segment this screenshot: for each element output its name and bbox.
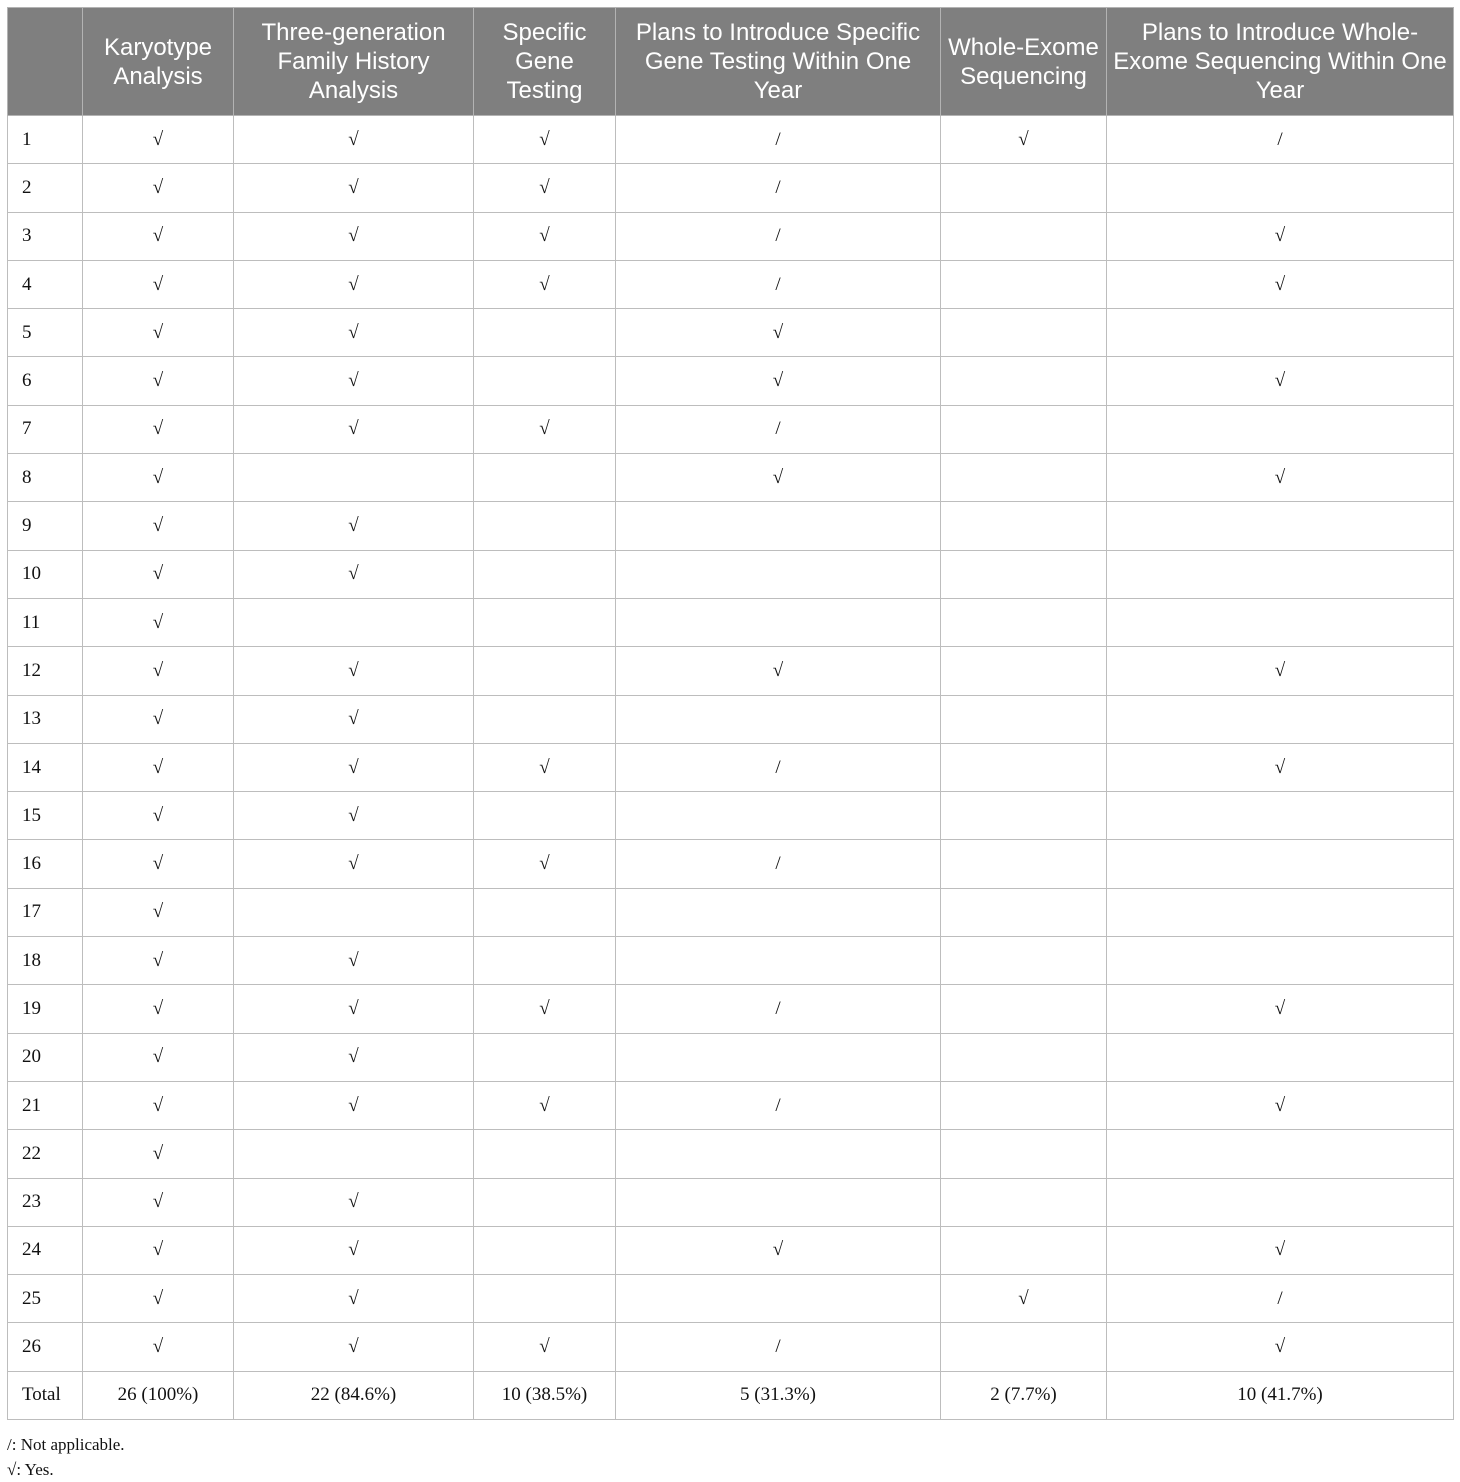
table-cell: / — [616, 1323, 941, 1371]
table-cell — [941, 309, 1107, 357]
table-cell — [941, 454, 1107, 502]
table-cell — [941, 598, 1107, 646]
table-cell — [941, 1033, 1107, 1081]
table-cell: √ — [83, 454, 234, 502]
table-cell: √ — [234, 260, 474, 308]
table-cell: / — [616, 405, 941, 453]
table-row — [8, 743, 1454, 791]
table-cell: √ — [474, 116, 616, 164]
table-cell: √ — [234, 164, 474, 212]
table-row — [8, 212, 1454, 260]
table-cell — [941, 357, 1107, 405]
table-cell: √ — [1107, 985, 1454, 1033]
total-cell: 10 (41.7%) — [1107, 1371, 1454, 1419]
table-cell: √ — [234, 647, 474, 695]
table-cell: √ — [234, 1081, 474, 1129]
header-cell: Specific Gene Testing — [474, 8, 616, 116]
table-cell: √ — [941, 116, 1107, 164]
table-cell — [474, 1130, 616, 1178]
table-row — [8, 550, 1454, 598]
table-cell — [941, 985, 1107, 1033]
row-number-cell: 26 — [8, 1323, 83, 1371]
table-cell — [234, 598, 474, 646]
table-header — [8, 8, 1454, 116]
table-cell: √ — [234, 792, 474, 840]
table-row — [8, 502, 1454, 550]
table-cell: / — [616, 743, 941, 791]
table-row — [8, 695, 1454, 743]
table-cell: √ — [83, 1178, 234, 1226]
row-number-cell: 15 — [8, 792, 83, 840]
total-cell: 10 (38.5%) — [474, 1371, 616, 1419]
table-row — [8, 1178, 1454, 1226]
table-cell: √ — [83, 212, 234, 260]
table-cell: √ — [83, 937, 234, 985]
table-cell: √ — [474, 985, 616, 1033]
table-cell — [1107, 840, 1454, 888]
table-cell: √ — [83, 405, 234, 453]
table-row — [8, 937, 1454, 985]
table-cell — [474, 502, 616, 550]
table-row — [8, 1226, 1454, 1274]
table-cell: √ — [83, 647, 234, 695]
row-number-cell: 24 — [8, 1226, 83, 1274]
table-cell: √ — [234, 1178, 474, 1226]
table-cell: √ — [234, 405, 474, 453]
table-cell — [474, 309, 616, 357]
table-cell — [474, 792, 616, 840]
table-cell — [474, 695, 616, 743]
table-cell: √ — [474, 1323, 616, 1371]
table-cell — [474, 937, 616, 985]
table-cell: √ — [616, 454, 941, 502]
table-cell: √ — [474, 164, 616, 212]
row-number-cell: 17 — [8, 888, 83, 936]
table-row — [8, 598, 1454, 646]
row-number-cell: 11 — [8, 598, 83, 646]
table-cell: √ — [83, 1081, 234, 1129]
table-cell: / — [616, 260, 941, 308]
row-number-cell: 1 — [8, 116, 83, 164]
table-cell — [941, 888, 1107, 936]
table-row — [8, 309, 1454, 357]
footnote-not-applicable: /: Not applicable. — [7, 1435, 125, 1454]
table-cell: √ — [234, 743, 474, 791]
table-cell — [474, 598, 616, 646]
table-cell — [616, 792, 941, 840]
table-cell: √ — [83, 357, 234, 405]
table-cell — [941, 1226, 1107, 1274]
table-cell: √ — [616, 357, 941, 405]
header-cell: Whole-Exome Sequencing — [941, 8, 1107, 116]
table-cell: √ — [474, 260, 616, 308]
table-cell: √ — [83, 743, 234, 791]
table-cell: / — [616, 985, 941, 1033]
table-cell: √ — [616, 309, 941, 357]
table-cell — [474, 357, 616, 405]
total-row — [8, 1371, 1454, 1419]
table-row — [8, 840, 1454, 888]
row-number-cell: 20 — [8, 1033, 83, 1081]
table-cell: √ — [83, 164, 234, 212]
table-cell: √ — [474, 840, 616, 888]
row-number-cell: 18 — [8, 937, 83, 985]
table-cell: √ — [616, 1226, 941, 1274]
row-number-cell: 13 — [8, 695, 83, 743]
table-cell — [474, 1033, 616, 1081]
table-cell — [1107, 792, 1454, 840]
table-cell: √ — [234, 1323, 474, 1371]
table-cell: √ — [83, 888, 234, 936]
table-cell: √ — [83, 1275, 234, 1323]
table-cell: √ — [83, 260, 234, 308]
table-cell: √ — [83, 550, 234, 598]
table-cell — [1107, 405, 1454, 453]
table-cell: √ — [616, 647, 941, 695]
table-cell — [941, 1130, 1107, 1178]
table-cell — [1107, 937, 1454, 985]
table-cell — [941, 1178, 1107, 1226]
table-cell — [941, 405, 1107, 453]
table-cell — [1107, 1033, 1454, 1081]
total-cell: 5 (31.3%) — [616, 1371, 941, 1419]
table-row — [8, 116, 1454, 164]
header-cell: Plans to Introduce Whole-Exome Sequencing Within One Year — [1107, 8, 1454, 116]
header-cell: Karyotype Analysis — [83, 8, 234, 116]
row-number-cell: 7 — [8, 405, 83, 453]
table-cell: √ — [941, 1275, 1107, 1323]
table-cell: √ — [1107, 647, 1454, 695]
row-number-cell: 10 — [8, 550, 83, 598]
table-cell — [474, 550, 616, 598]
table-cell: √ — [1107, 743, 1454, 791]
header-cell: Three-generation Family History Analysis — [234, 8, 474, 116]
table-row — [8, 985, 1454, 1033]
table-cell — [1107, 1178, 1454, 1226]
table-cell: √ — [83, 695, 234, 743]
table-cell: √ — [234, 695, 474, 743]
table-cell: √ — [234, 1226, 474, 1274]
table-cell: √ — [474, 212, 616, 260]
table-cell — [1107, 164, 1454, 212]
table-row — [8, 1081, 1454, 1129]
table-row — [8, 164, 1454, 212]
row-number-cell: 14 — [8, 743, 83, 791]
table-cell: / — [616, 840, 941, 888]
table-row — [8, 647, 1454, 695]
table-cell: / — [616, 116, 941, 164]
table-cell: / — [616, 212, 941, 260]
table-cell — [234, 1130, 474, 1178]
row-number-cell: 9 — [8, 502, 83, 550]
table-cell — [616, 888, 941, 936]
total-cell: 22 (84.6%) — [234, 1371, 474, 1419]
genetic-testing-table — [7, 7, 1454, 1420]
row-number-cell: 3 — [8, 212, 83, 260]
table-cell: √ — [474, 1081, 616, 1129]
table-cell: √ — [1107, 454, 1454, 502]
table-cell — [616, 550, 941, 598]
row-number-cell: 4 — [8, 260, 83, 308]
table-row — [8, 405, 1454, 453]
table-cell — [941, 260, 1107, 308]
table-cell — [234, 888, 474, 936]
table-cell: √ — [1107, 260, 1454, 308]
table-cell — [941, 743, 1107, 791]
row-number-cell: 21 — [8, 1081, 83, 1129]
table-cell — [616, 937, 941, 985]
footnote-yes: √: Yes. — [7, 1460, 54, 1479]
table-cell — [616, 695, 941, 743]
table-row — [8, 260, 1454, 308]
table-cell: √ — [234, 357, 474, 405]
table-cell — [941, 1081, 1107, 1129]
table-cell — [941, 550, 1107, 598]
table-cell: √ — [234, 1033, 474, 1081]
table-cell: / — [616, 1081, 941, 1129]
table-cell: √ — [1107, 1323, 1454, 1371]
row-number-cell: 25 — [8, 1275, 83, 1323]
row-number-cell: 8 — [8, 454, 83, 502]
table-cell: √ — [83, 1033, 234, 1081]
table-cell: √ — [234, 212, 474, 260]
table-cell: √ — [1107, 357, 1454, 405]
table-cell: / — [616, 164, 941, 212]
table-cell: √ — [83, 985, 234, 1033]
row-number-cell: 22 — [8, 1130, 83, 1178]
table-cell: √ — [83, 840, 234, 888]
table-cell — [1107, 695, 1454, 743]
table-cell — [941, 1323, 1107, 1371]
table-cell — [234, 454, 474, 502]
table-cell — [941, 164, 1107, 212]
row-number-cell: 2 — [8, 164, 83, 212]
header-row — [8, 8, 1454, 116]
table-cell — [616, 1178, 941, 1226]
data-table-container — [7, 7, 1453, 1420]
table-cell: √ — [234, 309, 474, 357]
table-cell — [941, 502, 1107, 550]
row-number-cell: 23 — [8, 1178, 83, 1226]
row-number-cell: 6 — [8, 357, 83, 405]
table-cell: √ — [1107, 1226, 1454, 1274]
table-cell — [1107, 888, 1454, 936]
table-cell: √ — [83, 792, 234, 840]
table-cell — [616, 1130, 941, 1178]
table-cell: √ — [234, 840, 474, 888]
table-cell — [941, 212, 1107, 260]
table-cell: √ — [83, 502, 234, 550]
table-cell — [941, 695, 1107, 743]
table-row — [8, 1033, 1454, 1081]
table-cell — [1107, 502, 1454, 550]
table-cell: √ — [83, 1130, 234, 1178]
table-cell: / — [1107, 116, 1454, 164]
table-cell: / — [1107, 1275, 1454, 1323]
table-cell: √ — [83, 1226, 234, 1274]
table-row — [8, 888, 1454, 936]
table-cell — [474, 888, 616, 936]
table-cell: √ — [234, 937, 474, 985]
header-cell: Plans to Introduce Specific Gene Testing Within One Year — [616, 8, 941, 116]
table-row — [8, 1323, 1454, 1371]
table-cell — [1107, 598, 1454, 646]
table-cell — [1107, 550, 1454, 598]
table-footnotes — [7, 1432, 125, 1482]
table-cell — [941, 792, 1107, 840]
table-row — [8, 357, 1454, 405]
table-cell: √ — [83, 309, 234, 357]
table-cell — [616, 598, 941, 646]
total-cell: 26 (100%) — [83, 1371, 234, 1419]
table-cell — [474, 1275, 616, 1323]
table-cell — [941, 840, 1107, 888]
header-cell-row-index — [8, 8, 83, 116]
table-row — [8, 792, 1454, 840]
table-cell: √ — [234, 1275, 474, 1323]
table-row — [8, 454, 1454, 502]
table-cell: √ — [83, 598, 234, 646]
row-number-cell: 5 — [8, 309, 83, 357]
total-cell: 2 (7.7%) — [941, 1371, 1107, 1419]
table-cell — [1107, 1130, 1454, 1178]
table-cell — [616, 502, 941, 550]
total-label: Total — [8, 1371, 83, 1419]
table-cell — [474, 1178, 616, 1226]
table-row — [8, 1275, 1454, 1323]
table-cell: √ — [234, 985, 474, 1033]
row-number-cell: 12 — [8, 647, 83, 695]
table-cell — [616, 1033, 941, 1081]
table-cell — [941, 647, 1107, 695]
table-cell: √ — [234, 550, 474, 598]
table-cell: √ — [234, 502, 474, 550]
table-cell — [941, 937, 1107, 985]
table-cell — [616, 1275, 941, 1323]
table-cell: √ — [234, 116, 474, 164]
table-cell: √ — [1107, 212, 1454, 260]
row-number-cell: 16 — [8, 840, 83, 888]
table-cell: √ — [474, 405, 616, 453]
table-cell — [474, 1226, 616, 1274]
table-cell — [1107, 309, 1454, 357]
row-number-cell: 19 — [8, 985, 83, 1033]
table-cell: √ — [1107, 1081, 1454, 1129]
table-body — [8, 116, 1454, 1420]
table-cell — [474, 454, 616, 502]
table-cell: √ — [83, 116, 234, 164]
table-cell: √ — [474, 743, 616, 791]
table-cell — [474, 647, 616, 695]
table-row — [8, 1130, 1454, 1178]
table-cell: √ — [83, 1323, 234, 1371]
